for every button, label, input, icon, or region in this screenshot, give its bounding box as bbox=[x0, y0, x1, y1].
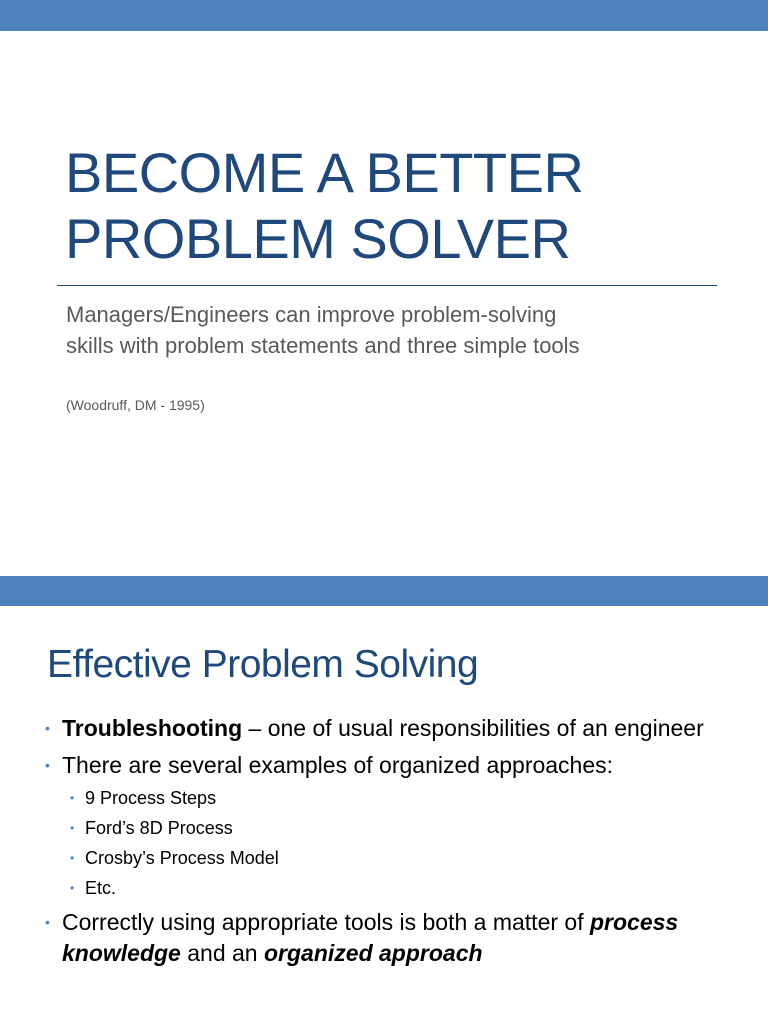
slide-subtitle: Managers/Engineers can improve problem-solving skills with problem statements and three simple tools bbox=[66, 302, 580, 358]
bullet-icon: • bbox=[70, 791, 75, 805]
title-divider bbox=[57, 285, 717, 286]
bullet-emphasis: process knowledge bbox=[62, 909, 679, 966]
bullet-icon: • bbox=[70, 851, 75, 865]
sub-bullet-item bbox=[44, 783, 734, 813]
sub-bullet-item bbox=[44, 843, 734, 873]
slide-header-bar bbox=[0, 0, 768, 31]
title-line-1: BECOME A BETTER bbox=[65, 141, 584, 204]
bullet-bold-term: Troubleshooting bbox=[62, 715, 243, 741]
bullet-text: and an bbox=[180, 940, 264, 966]
sub-bullet-text: Ford’s 8D Process bbox=[85, 818, 233, 838]
bullet-icon: • bbox=[45, 757, 50, 773]
bullet-list bbox=[44, 713, 734, 975]
bullet-item bbox=[44, 713, 734, 744]
sub-bullet-item bbox=[44, 813, 734, 843]
slide-header-bar bbox=[0, 576, 768, 606]
bullet-icon: • bbox=[45, 914, 50, 930]
bullet-item bbox=[44, 750, 734, 781]
sub-bullet-text: Crosby’s Process Model bbox=[85, 848, 279, 868]
bullet-text: There are several examples of organized approaches: bbox=[62, 752, 614, 778]
sub-bullet-text: Etc. bbox=[85, 878, 117, 898]
bullet-icon: • bbox=[70, 881, 75, 895]
slide-title bbox=[65, 140, 725, 272]
bullet-text: Correctly using appropriate tools is both a matter of bbox=[62, 909, 590, 935]
sub-bullet-text: 9 Process Steps bbox=[85, 788, 217, 808]
bullet-icon: • bbox=[70, 821, 75, 835]
sub-bullet-list bbox=[44, 783, 734, 903]
slide-heading: Effective Problem Solving bbox=[47, 643, 479, 686]
title-line-2: PROBLEM SOLVER bbox=[65, 207, 571, 270]
sub-bullet-item bbox=[44, 873, 734, 903]
citation: (Woodruff, DM - 1995) bbox=[66, 397, 205, 413]
bullet-icon: • bbox=[45, 720, 50, 736]
bullet-item bbox=[44, 907, 734, 969]
bullet-emphasis: organized approach bbox=[264, 940, 483, 966]
bullet-text: – one of usual responsibilities of an engineer bbox=[242, 715, 704, 741]
